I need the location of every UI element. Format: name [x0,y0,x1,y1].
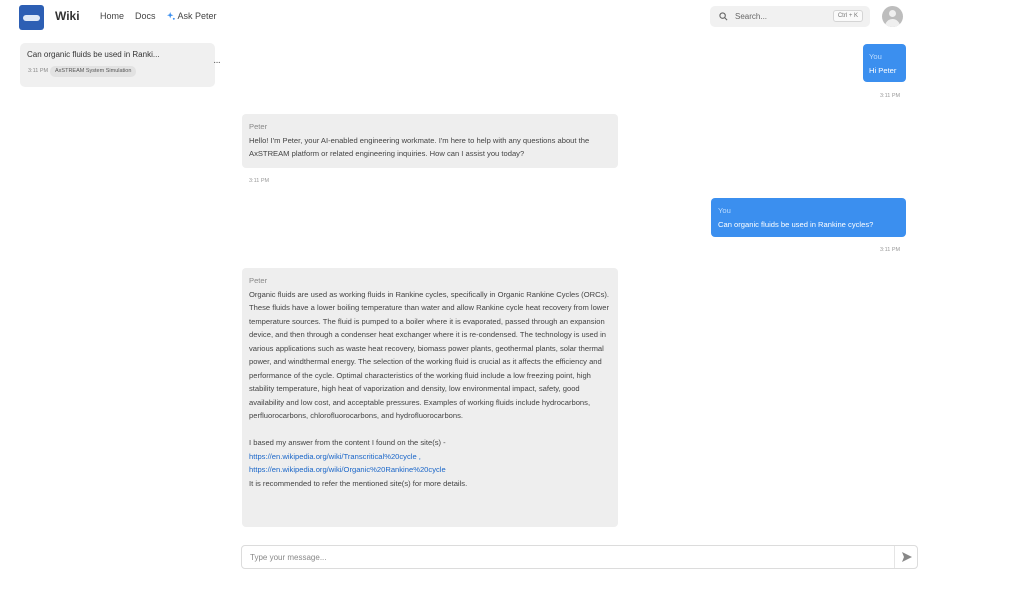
search-placeholder: Search... [735,12,768,21]
message-input[interactable]: Type your message... [250,553,327,562]
message-text: Hello! I'm Peter, your AI-enabled engineering workmate. I'm here to help with any questions about the AxSTREAM platform or related engineering inquiries. How can I assist you today? [249,135,590,158]
composer-divider [894,546,895,568]
message-time: 3:11 PM [880,247,901,253]
message-text: Hi Peter [869,65,897,75]
user-avatar[interactable] [882,6,903,27]
logo-mark [23,15,40,21]
brand-title: Wiki [55,9,80,23]
search-shortcut: Ctrl + K [833,10,863,22]
nav-docs[interactable]: Docs [135,11,156,21]
conversation-time: 3:11 PM [28,68,49,74]
conversation-item[interactable] [20,43,220,87]
assistant-message [242,114,618,168]
source-link[interactable]: https://en.wikipedia.org/wiki/Organic%20Rankine%20cycle [249,465,446,474]
assistant-message [242,268,618,527]
nav-ask-peter[interactable] [167,11,217,21]
message-author: Peter [249,122,268,131]
user-message [863,44,906,82]
logo[interactable] [19,5,44,30]
nav-home[interactable]: Home [100,11,125,21]
conversation-tag: AxSTREAM System Simulation [50,66,136,77]
conversation-title: Can organic fluids be used in Ranki... [27,50,160,59]
source-link[interactable]: https://en.wikipedia.org/wiki/Transcritical%20cycle , [249,451,421,461]
message-time: 3:11 PM [249,178,270,184]
message-author: You [718,206,731,215]
main-nav [100,11,217,21]
message-author: Peter [249,276,268,285]
avatar-head [889,10,896,17]
nav-ask-label: Ask Peter [177,11,217,21]
avatar-body [885,19,900,27]
search-icon [719,12,728,21]
message-composer[interactable] [241,545,918,569]
top-bar [0,0,1024,34]
source-intro: I based my answer from the content I found on the site(s) - [249,438,446,447]
message-text: Organic fluids are used as working fluids in Rankine cycles, specifically in Organic Rankine Cycles (ORCs). These fluids have a lower boiling temperature than water and allow Rankine cycle heat recovery from lower temperature sources. The fluid is pumped to a boiler where it is evaporated, passed through an expansion device, and then through a condenser heat exchanger where it is re-condensed. The technology is used in various applications such as waste heat recovery, biomass power plants, geothermal plants, solar thermal power, and windthermal energy. The selection of the working fluid is crucial as it affects the efficiency and performance of the cycle. Optimal characteristics of the working fluid include a low freezing point, high stability temperature, high heat of vaporization and density, low environmental impact, safety, good availability and low cost, and acceptable pressures. Examples of working fluids include hydrocarbons, perfluorocarbons, chlorofluorocarbons, and hydrofluorocarbons. [249,289,610,420]
source-footer: It is recommended to refer the mentioned site(s) for more details. [249,478,468,488]
send-icon[interactable] [902,552,912,562]
user-message [711,198,906,237]
message-time: 3:11 PM [880,93,901,99]
message-text: Can organic fluids be used in Rankine cycles? [718,219,874,229]
sparkle-icon [167,12,175,20]
message-author: You [869,52,882,61]
more-options-icon[interactable]: ··· [213,57,220,68]
search-box[interactable] [710,6,870,27]
